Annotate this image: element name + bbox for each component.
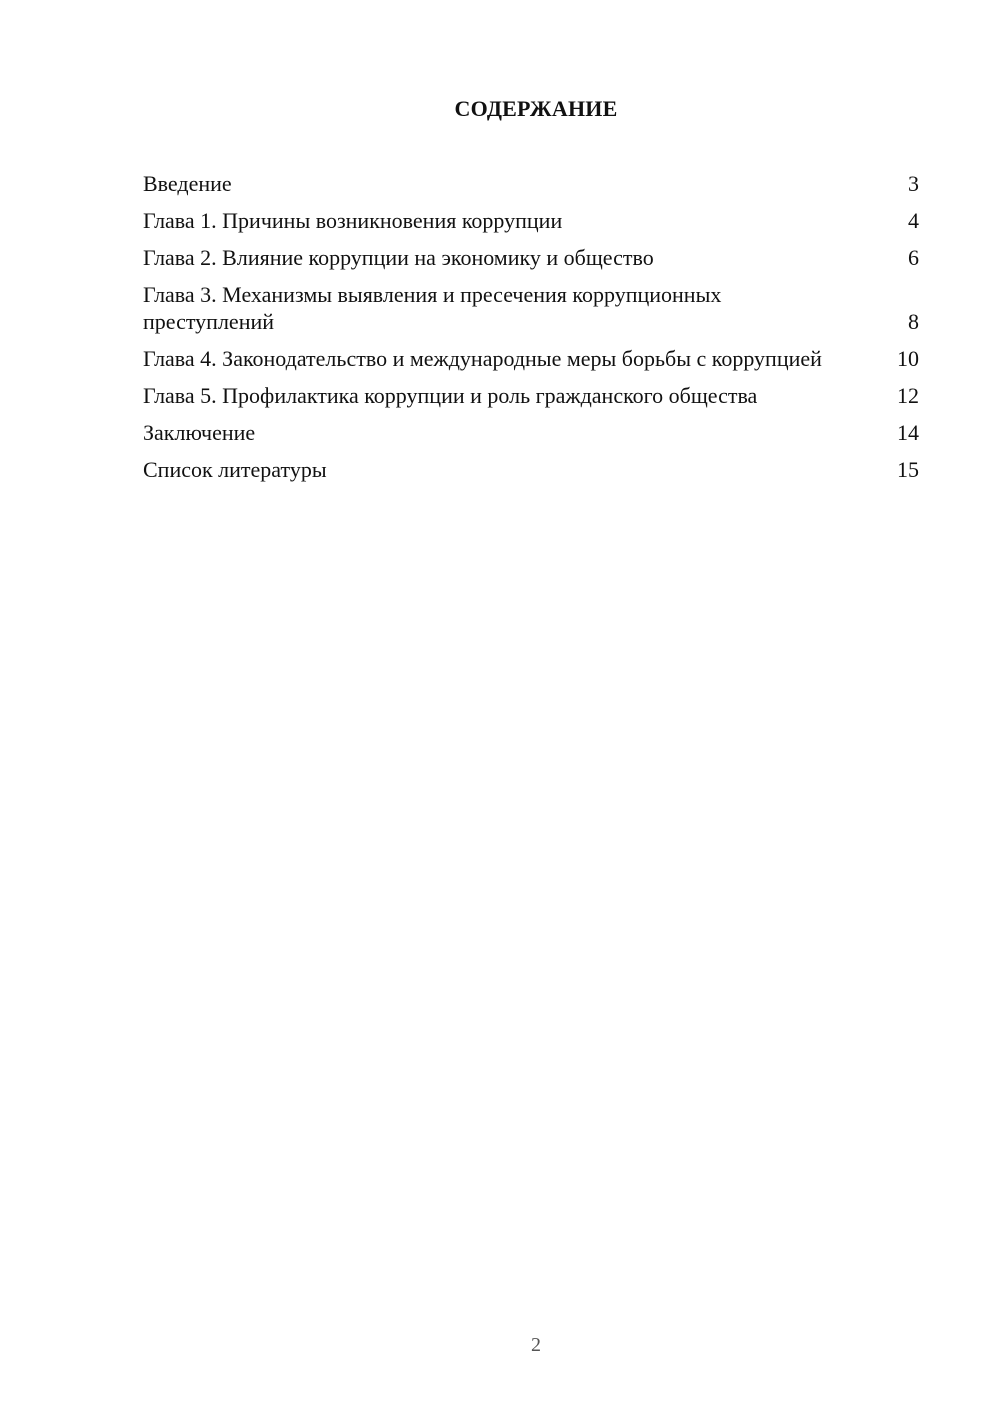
toc-entry-page: 4 — [908, 208, 919, 233]
toc-entry-chapter-2[interactable] — [143, 244, 919, 271]
toc-entry-chapter-1[interactable] — [143, 207, 919, 234]
toc-entry-introduction[interactable] — [143, 170, 919, 197]
toc-entry-chapter-4[interactable] — [143, 345, 919, 372]
toc-entry-page: 10 — [897, 346, 919, 371]
toc-entry-page: 8 — [908, 309, 919, 334]
toc-entry-page: 3 — [908, 171, 919, 196]
toc-entry-title: Список литературы — [143, 457, 327, 482]
toc-entry-page: 15 — [897, 457, 919, 482]
toc-entry-title: Введение — [143, 171, 232, 196]
toc-entry-title: Глава 5. Профилактика коррупции и роль гражданского общества — [143, 383, 758, 408]
toc-entry-conclusion[interactable] — [143, 419, 919, 446]
toc-entry-chapter-5[interactable] — [143, 382, 919, 409]
toc-entry-chapter-3[interactable] — [143, 281, 919, 335]
table-of-contents — [143, 170, 919, 493]
toc-entry-bibliography[interactable] — [143, 456, 919, 483]
toc-entry-title: Глава 4. Законодательство и международные меры борьбы с коррупцией — [143, 346, 822, 371]
toc-entry-page: 6 — [908, 245, 919, 270]
toc-entry-title: Глава 2. Влияние коррупции на экономику и общество — [143, 245, 654, 270]
page-number: 2 — [531, 1334, 541, 1356]
toc-entry-page: 12 — [897, 383, 919, 408]
toc-entry-title: Глава 3. Механизмы выявления и пресечения коррупционных преступлений — [143, 282, 722, 334]
toc-entry-page: 14 — [897, 420, 919, 445]
toc-entry-title: Глава 1. Причины возникновения коррупции — [143, 208, 563, 233]
toc-entry-title: Заключение — [143, 420, 256, 445]
page-title: СОДЕРЖАНИЕ — [454, 96, 618, 121]
